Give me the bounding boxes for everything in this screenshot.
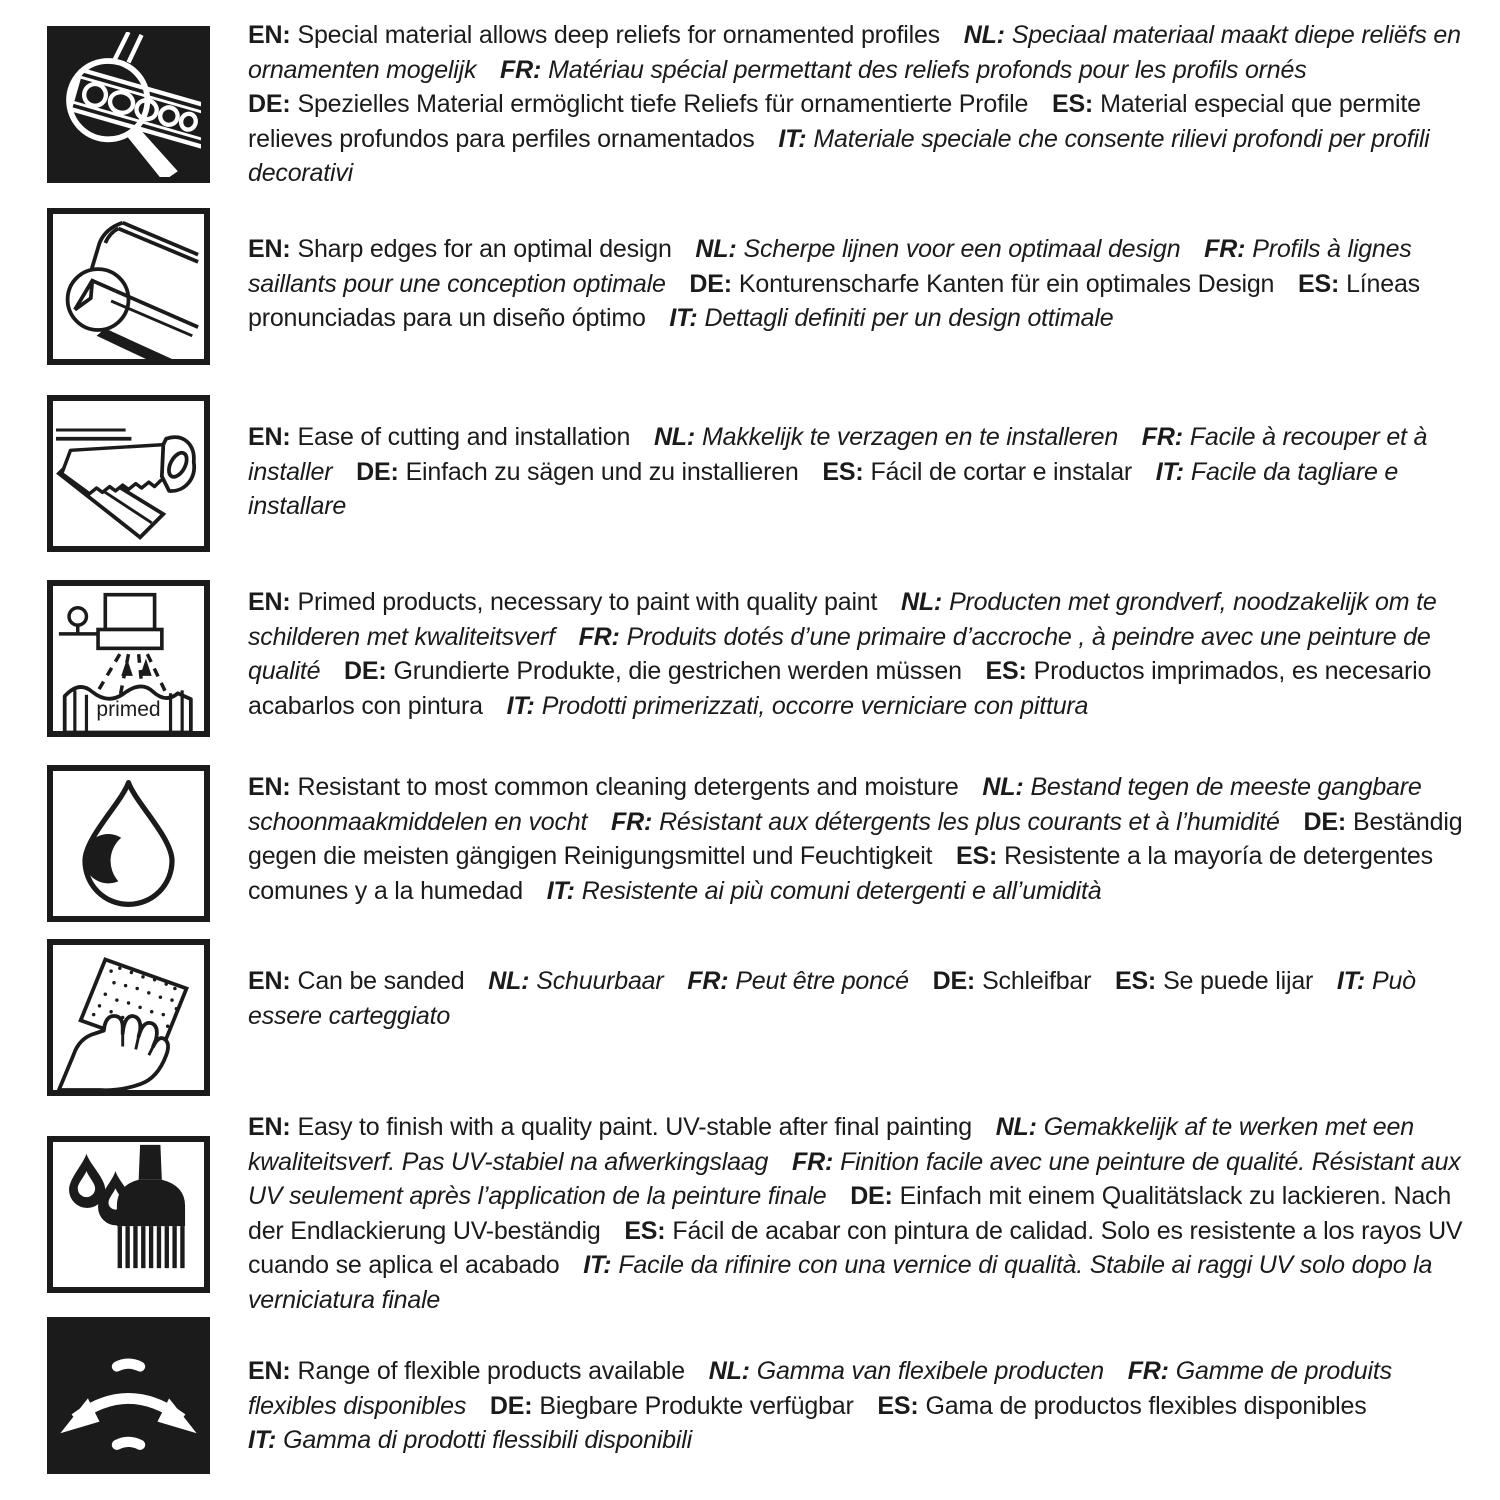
language-label: NL: <box>963 21 1005 49</box>
feature-description: Beständig gegen die meisten gängigen Reinigungsmittel und Feuchtigkeit <box>248 807 1463 870</box>
language-label: ES: <box>877 1391 919 1420</box>
feature-description: Spezielles Material ermöglicht tiefe Reliefs für ornamentierte Profile <box>297 90 1029 118</box>
language-label: NL: <box>653 423 695 451</box>
feature-description: Bestand tegen de meeste gangbare schoonmaakmiddelen en vocht <box>248 773 1422 836</box>
language-label: EN: <box>248 21 291 49</box>
feature-description: Finition facile avec une peinture de qualité. Résistant aux UV seulement après l’application de la peinture finale <box>248 1147 1461 1210</box>
feature-description: Gamma van flexibele producten <box>756 1357 1104 1385</box>
feature-description: Productos imprimados, es necesario acabarlos con pintura <box>248 657 1432 720</box>
feature-description: Primed products, necessary to paint with quality paint <box>297 588 878 616</box>
language-label: IT: <box>1336 967 1365 995</box>
language-segment <box>687 967 909 995</box>
feature-description: Dettagli definiti per un design ottimale <box>704 304 1114 332</box>
feature-description: Líneas pronunciadas para un diseño óptimo <box>248 269 1420 332</box>
language-label: FR: <box>792 1147 834 1176</box>
language-label: NL: <box>982 773 1024 801</box>
language-segment <box>709 1357 1104 1385</box>
water-drop-icon <box>47 765 210 922</box>
saw-cutting-icon <box>47 395 210 552</box>
language-label: NL: <box>708 1357 750 1385</box>
feature-description: Può essere carteggiato <box>248 967 1416 1030</box>
feature-description: Se puede lijar <box>1163 967 1314 995</box>
language-segment <box>877 1392 1366 1420</box>
language-label: IT: <box>1155 457 1184 486</box>
feature-description: Produits dotés d’une primaire d’accroche , à peindre avec une peinture de qualité <box>248 622 1431 685</box>
language-segment <box>611 808 1280 836</box>
feature-description: Biegbare Produkte verfügbar <box>539 1391 854 1420</box>
feature-description: Range of flexible products available <box>297 1357 685 1385</box>
feature-text <box>248 1354 1476 1458</box>
language-segment <box>488 967 663 995</box>
language-segment <box>490 1392 854 1420</box>
feature-description: Makkelijk te verzagen en te installeren <box>702 423 1119 451</box>
language-label: DE: <box>932 967 976 995</box>
feature-description: Résistant aux détergents les plus courants et à l’humidité <box>659 807 1280 836</box>
language-label: EN: <box>248 773 291 801</box>
language-label: ES: <box>822 457 864 486</box>
feature-description: Producten met grondverf, noodzakelijk om te schilderen met kwaliteitsverf <box>248 588 1437 651</box>
feature-text <box>248 1110 1476 1317</box>
language-label: DE: <box>850 1182 893 1210</box>
language-label: ES: <box>624 1216 666 1245</box>
feature-description: Schleifbar <box>982 967 1092 995</box>
feature-description: Special material allows deep reliefs for ornamented profiles <box>297 21 940 49</box>
feature-description: Facile à recouper et à installer <box>248 423 1428 486</box>
language-label: EN: <box>248 1113 291 1141</box>
language-label: FR: <box>1204 235 1246 263</box>
feature-description: Fácil de acabar con pintura de calidad. Solo es resistente a los rayos UV cuando se aplica el acabado <box>248 1216 1463 1279</box>
primer-spray-icon <box>47 580 210 737</box>
language-segment <box>248 423 630 451</box>
language-label: DE: <box>356 457 399 486</box>
language-label: ES: <box>1114 967 1157 995</box>
language-label: ES: <box>1051 90 1094 118</box>
language-segment <box>248 1426 692 1454</box>
language-label: EN: <box>248 423 291 451</box>
feature-description: Peut être poncé <box>735 967 909 995</box>
feature-description: Can be sanded <box>297 967 465 995</box>
language-label: IT: <box>778 124 807 153</box>
language-segment <box>669 304 1113 332</box>
language-label: IT: <box>506 691 535 720</box>
feature-description: Gamme de produits flexibles disponibles <box>248 1357 1392 1420</box>
feature-text <box>248 18 1476 191</box>
language-label: NL: <box>488 967 530 995</box>
language-segment <box>248 90 1028 118</box>
sanding-hand-icon <box>47 939 210 1096</box>
language-segment <box>689 270 1274 298</box>
paint-brush-drops-icon <box>47 1136 210 1293</box>
language-segment <box>547 877 1102 905</box>
language-label: ES: <box>1298 269 1340 298</box>
language-label: FR: <box>1127 1357 1169 1385</box>
feature-description: Ease of cutting and installation <box>297 423 631 451</box>
language-segment <box>933 967 1092 995</box>
feature-description: Facile da rifinire con una vernice di qualità. Stabile ai raggi UV solo dopo la verniciatura finale <box>248 1251 1433 1314</box>
language-segment <box>695 235 1180 263</box>
language-label: EN: <box>248 588 291 616</box>
feature-description: Gama de productos flexibles disponibles <box>925 1391 1367 1420</box>
language-segment <box>356 458 799 486</box>
feature-description: Gemakkelijk af te werken met een kwaliteitsverf. Pas UV-stabiel na afwerkingslaag <box>248 1113 1414 1176</box>
language-label: DE: <box>689 269 732 298</box>
feature-description: Materiale speciale che consente rilievi profondi per profili decorativi <box>248 124 1430 187</box>
feature-description: Speciaal materiaal maakt diepe reliëfs en ornamenten mogelijk <box>248 21 1461 84</box>
feature-description: Grundierte Produkte, die gestrichen werden müssen <box>393 657 962 685</box>
language-label: FR: <box>578 622 620 651</box>
feature-description: Sharp edges for an optimal design <box>297 235 672 263</box>
language-segment <box>654 423 1118 451</box>
language-label: ES: <box>956 842 998 870</box>
icon-caption: primed <box>96 698 161 721</box>
feature-description: Resistente a la mayoría de detergentes comunes y a la humedad <box>248 842 1433 905</box>
feature-description: Fácil de cortar e instalar <box>870 457 1133 486</box>
feature-description: Einfach zu sägen und zu installieren <box>405 457 799 486</box>
language-label: DE: <box>489 1391 533 1420</box>
language-label: EN: <box>248 967 291 995</box>
language-segment <box>248 1113 972 1141</box>
language-segment <box>248 588 877 616</box>
language-label: NL: <box>995 1113 1037 1141</box>
feature-text <box>248 420 1476 524</box>
feature-description: Resistente ai più comuni detergenti e all’umidità <box>581 876 1102 905</box>
language-label: EN: <box>248 1357 291 1385</box>
language-label: DE: <box>1303 807 1346 836</box>
language-segment <box>500 56 1306 84</box>
sharp-edges-magnifier-icon <box>47 208 210 365</box>
language-segment <box>248 773 959 801</box>
language-segment <box>248 235 672 263</box>
language-label: IT: <box>248 1426 277 1454</box>
language-label: FR: <box>687 967 729 995</box>
flexible-arrow-icon <box>47 1317 210 1474</box>
language-label: EN: <box>248 235 291 263</box>
feature-description: Gamma di prodotti flessibili disponibili <box>283 1426 692 1454</box>
language-label: NL: <box>695 235 737 263</box>
feature-description: Einfach mit einem Qualitätslack zu lackieren. Nach der Endlackierung UV-beständig <box>248 1182 1452 1245</box>
language-label: DE: <box>344 657 387 685</box>
language-label: FR: <box>1141 423 1183 451</box>
language-segment <box>507 692 1089 720</box>
feature-description: Profils à lignes saillants pour une conception optimale <box>248 235 1412 298</box>
feature-description: Material especial que permite relieves profundos para perfiles ornamentados <box>248 90 1421 153</box>
feature-description: Konturenscharfe Kanten für ein optimales Design <box>738 269 1275 298</box>
language-segment <box>248 1357 685 1385</box>
language-segment <box>248 21 940 49</box>
language-label: IT: <box>669 304 698 332</box>
language-label: ES: <box>985 657 1027 685</box>
language-label: IT: <box>583 1251 612 1279</box>
language-segment <box>344 657 962 685</box>
language-label: FR: <box>500 55 542 84</box>
language-label: NL: <box>901 588 943 616</box>
language-segment <box>822 458 1132 486</box>
language-label: IT: <box>546 876 575 905</box>
feature-text <box>248 585 1476 723</box>
language-segment <box>248 967 464 995</box>
feature-description: Facile da tagliare e installare <box>248 457 1399 520</box>
language-label: DE: <box>248 90 291 118</box>
feature-description: Scherpe lijnen voor een optimaal design <box>743 235 1181 263</box>
language-segment <box>1115 967 1313 995</box>
feature-description: Resistant to most common cleaning detergents and moisture <box>297 773 959 801</box>
language-label: FR: <box>611 807 653 836</box>
ornamented-profile-magnifier-icon <box>47 26 210 183</box>
feature-description: Easy to finish with a quality paint. UV-stable after final painting <box>297 1113 972 1141</box>
feature-text <box>248 964 1476 1033</box>
feature-description: Prodotti primerizzati, occorre verniciare con pittura <box>541 691 1089 720</box>
feature-text <box>248 770 1476 908</box>
feature-description: Schuurbaar <box>536 967 664 995</box>
feature-description: Matériau spécial permettant des reliefs profonds pour les profils ornés <box>548 55 1307 84</box>
feature-text <box>248 232 1476 336</box>
